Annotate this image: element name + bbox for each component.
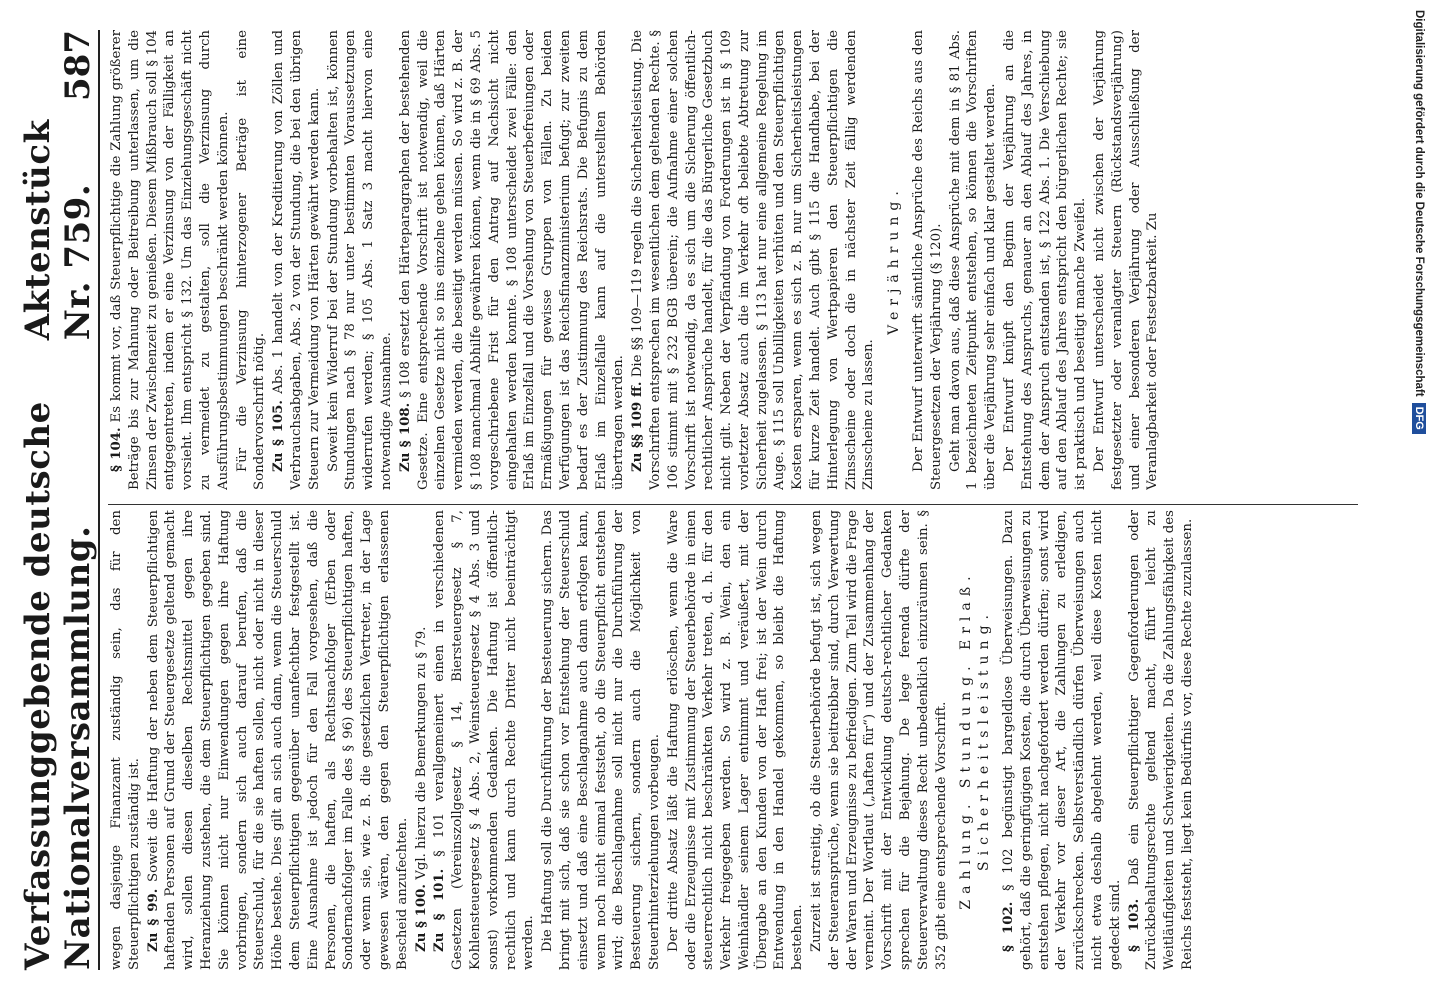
paragraph (397, 30, 628, 490)
section-ref: Zu § 99. (145, 888, 161, 952)
paragraph-text: Abs. 1 handelt von der Kreditierung von Zöllen und Verbrauchsabgaben, Abs. 2 von der Stundung, die bei den übrigen Steuern zur Vermeidung von Härten gewährt werden kann. (271, 30, 322, 490)
paragraph-text: Vgl. hierzu die Bemerkungen zu § 79. (413, 626, 429, 880)
paragraph-text: § 101 verallgemeinert einen in verschiedenen Gesetzen (Vereinszollgesetz § 14, Biersteuergesetz § 7, Kohlensteuergesetz § 4 Abs. 2, Weinsteuergesetz § 4 Abs. 3 und sonst) vorkommenden Gedanken. Die Haftung ist öffentlich-rechtlich und kann durch Rechte Dritter nicht beeinträchtigt werden. (432, 510, 537, 970)
section-ref: Zu §§ 109 ff. (630, 381, 646, 472)
paragraph: Für die Verzinsung hinterzogener Beträge ist eine Sondervorschrift nötig. (234, 30, 268, 490)
header-title: Verfassunggebende deutsche Nationalversammlung. (18, 401, 98, 970)
section-ref: Zu § 100. (413, 884, 429, 952)
section-heading: Zahlung. Stundung. Erlaß. Sicherheitsleistung. (958, 570, 993, 910)
section-ref: Zu § 108. (397, 402, 413, 472)
dfg-logo: DFG (1412, 403, 1426, 434)
paragraph: wegen dasjenige Finanzamt zuständig sein, das für den Steuerpflichtigen zuständig ist. (109, 510, 142, 970)
paragraph: Soweit kein Widerruf bei der Stundung vorbehalten ist, können Stundungen nach § 78 nur unter bestimmten Voraussetzungen widerrufen werden; § 105 Abs. 1 Satz 3 macht hiervon eine notwendige Ausnahme. (325, 30, 394, 490)
paragraph: Die Haftung soll die Durchführung der Besteuerung sichern. Das bringt mit sich, daß sie schon vor Entstehung der Steuerschuld einsetzt und daß eine Beschlagnahme auch dann erfolgen kann, wenn noch nicht einmal feststeht, ob die Steuerpflicht entstehen wird; die Beschlagnahme soll nicht nur die Durchführung der Besteuerung sichern, sondern auch die Möglichkeit von Steuerhinterziehungen vorbeugen. (540, 510, 662, 970)
page-number: 587 (58, 30, 98, 101)
paragraph (145, 510, 412, 970)
credit-line (1408, 10, 1430, 990)
paragraph-text: § 102 begünstigt bargeldlose Überweisungen. Dazu gehört, daß die geringfügigen Kosten, die durch Überweisungen zu entstehen pflegen, nicht nachgefordert werden dürfen; sonst wird der Verkehr vor dieser Art, die Zahlungen zu erledigen, zurückschrecken. Selbstverständlich dürfen Überweisungen auch nicht etwa deshalb abgelehnt werden, weil diese Kosten nicht gedeckt sind. (1001, 510, 1123, 970)
section-ref: § 102. (1001, 901, 1017, 952)
paragraph: Zurzeit ist streitig, ob die Steuerbehörde befugt ist, sich wegen der Steueransprüche, wenn sie beitreibbar sind, durch Verwertung der Waren und Erzeugnisse zu befriedigen. Zum Teil wird die Frage verneint. Der Wortlaut („haften für“) und der Zusammenhang der Vorschrift mit der Entwicklung deutsch-rechtlicher Gedanken sprechen für die Bejahung. De lege ferenda dürfte der Steuerverwaltung dieses Recht unbedenklich einzuräumen sein. § 352 gibt eine entsprechende Vorschrift. (809, 510, 949, 970)
paragraph: Der Entwurf knüpft den Beginn der Verjährung an die Entstehung des Anspruchs, genauer an den Ablauf des Jahres, in dem der Anspruch entstanden ist, § 122 Abs. 1. Die Verschiebung auf den Ablauf des Jahres entspricht den bürgerlichen Rechte; sie ist praktisch und beseitigt manche Zweifel. (1002, 30, 1089, 490)
paragraph-text: Soweit die Haftung der neben dem Steuerpflichtigen haftenden Personen auf Grund der Steuergesetze geltend gemacht wird, sollen diesen dieselben Rechtsmittel gegen ihre Heranziehung zustehen, die dem Steuerpflichtigen gegeben sind. Sie können nicht nur Einwendungen gegen ihre Haftung vorbringen, sondern sich auch darauf berufen, daß die Steuerschuld, für die sie haften sollen, nicht oder nicht in dieser Höhe bestehe. Dies gilt an sich auch dann, wenn die Steuerschuld dem Steuerpflichtigen gegenüber unanfechtbar festgestellt ist. Eine Ausnahme ist jedoch für den Fall vorgesehen, daß die Personen, die haften, als Rechtsnachfolger (Erben oder Sondernachfolger im Falle des § 96) des Steuerpflichtigen haften, oder wenn sie, wie z. B. die gesetzlichen Vertreter, in der Lage gewesen wären, den gegen den Steuerpflichtigen erlassenen Bescheid anzufechten. (145, 510, 410, 970)
scanned-page (20, 20, 1400, 980)
paragraph (270, 30, 323, 490)
paragraph: Der dritte Absatz läßt die Haftung erlöschen, wenn die Ware oder die Erzeugnisse mit Zustimmung der Steuerbehörde in einen steuerrechtlich nicht beschränkten Verkehr treten, d. h. für den Verkehr freigegeben werden. So wird z. B. Wein, den ein Weinhändler seinem Lager entnimmt und veräußert, mit der Übergabe an den Kunden von der Haft frei; ist der Wein durch Entwendung in den Handel gekommen, so bleibt die Haftung bestehen. (665, 510, 806, 970)
section-ref: § 103. (1126, 898, 1142, 952)
section-ref: Zu § 105. (271, 399, 287, 472)
header-document-number: Aktenstück Nr. 759. (18, 119, 98, 341)
paragraph (108, 30, 233, 490)
digitization-credit (1408, 10, 1430, 990)
paragraph (431, 510, 538, 970)
page-body (20, 20, 1400, 980)
left-column (108, 510, 1358, 970)
column-divider (108, 504, 1358, 505)
section-ref: § 104. (109, 427, 124, 472)
right-column (108, 30, 1358, 490)
credit-text: Digitalisierung gefördert durch die Deutsche Forschungsgemeinschaft (1413, 10, 1425, 397)
paragraph: Der Entwurf unterwirft sämtliche Ansprüche des Reichs aus den Steuergesetzen der Verjährung (§ 120). (911, 30, 944, 490)
paragraph (629, 30, 878, 490)
paragraph (1000, 510, 1125, 970)
running-header (20, 30, 100, 970)
section-heading: Verjährung. (886, 185, 903, 335)
section-ref: Zu § 101. (432, 868, 448, 952)
paragraph: Geht man davon aus, daß diese Ansprüche mit dem in § 81 Abs. 1 bezeichneten Zeitpunkt entstehen, so können die Vorschriften über die Verjährung sehr einfach und klar gestaltet werden. (947, 30, 999, 490)
paragraph-text: § 108 ersetzt den Härteparagraphen der bestehenden Gesetze. Eine entsprechende Vorschrift ist notwendig, weil die einzelnen Gesetze nicht so ins einzelne gehen können, daß Härten vermieden werden, die beseitigt werden müssen. So wird z. B. der § 108 manchmal Abhilfe gewähren können, wenn die in § 69 Abs. 5 vorgeschriebene Frist für den Antrag auf Nachsicht nicht eingehalten werden konnte. § 108 unterscheidet zwei Fälle: den Erlaß im Einzelfall und die Vorsehung von Steuerbefreiungen oder Ermäßigungen für gewisse Gruppen von Fällen. Zu beiden Verfügungen ist das Reichsfinanzministerium befugt; zur zweiten bedarf es der Zustimmung des Reichsrats. Die Befugnis zu dem Erlaß im Einzelfalle kann auf die unterstellten Behörden übertragen werden. (397, 30, 627, 490)
paragraph-text: Die §§ 109—119 regeln die Sicherheitsleistung. Die Vorschriften entsprechen im wesentlichen dem geltenden Rechte. § 106 stimmt mit § 232 BGB überein; die Aufnahme einer solchen Vorschrift ist notwendig, da es sich um die Sicherung öffentlich-rechtlicher Ansprüche handelt, für die das Bürgerliche Gesetzbuch nicht gilt. Neben der Verpfändung von Forderungen ist in § 109 vorletzter Absatz auch die im Verkehr oft beliebte Abtretung zur Sicherheit zugelassen. § 113 hat nur eine allgemeine Regelung im Auge. § 115 soll Unbilligkeiten verhüten und den Steuerpflichtigen Kosten ersparen, wenn es sich z. B. nur um Sicherheitsleistungen für kurze Zeit handelt. Auch gibt § 115 die Handhabe, bei der Hinterlegung von Wertpapieren den Steuerpflichtigen die Zinsscheine oder doch die in nächster Zeit fällig werdenden Zinsscheine zu lassen. (630, 30, 877, 490)
paragraph: Der Entwurf unterscheidet nicht zwischen der Verjährung festgesetzter oder veranlagter Steuern (Rückstandsverjährung) und einer besonderen Verjährung oder Ausschließung der Veranlagbarkeit oder Festsetzbarkeit. Zu (1092, 30, 1161, 490)
rotated-page-content (20, 20, 1400, 980)
paragraph (413, 510, 431, 970)
paragraph (1126, 510, 1197, 970)
paragraph-text: Daß ein Steuerpflichtiger Gegenforderungen oder Zurückbehaltungsrechte geltend macht, führt leicht zu Weitläufigkeiten und Schwierigkeiten. Da die Zahlungsfähigkeit des Reichs feststeht, liegt kein Bedürfnis vor, diese Rechte zuzulassen. (1126, 510, 1196, 970)
paragraph-text: Es kommt vor, daß Steuerpflichtige die Zahlung größerer Beträge bis zur Mahnung oder Beitreibung unterlassen, um die Zinsen der Zwischenzeit zu genießen. Diesem Mißbrauch soll § 104 entgegentreten, indem er eine Verzinsung von der Fälligkeit an vorsieht. Ihm entspricht § 132. Um das Einziehungsgeschäft nicht zu vermeidet zu gestalten, soll die Verzinsung durch Ausführungsbestimmungen beschränkt werden können. (109, 30, 231, 490)
